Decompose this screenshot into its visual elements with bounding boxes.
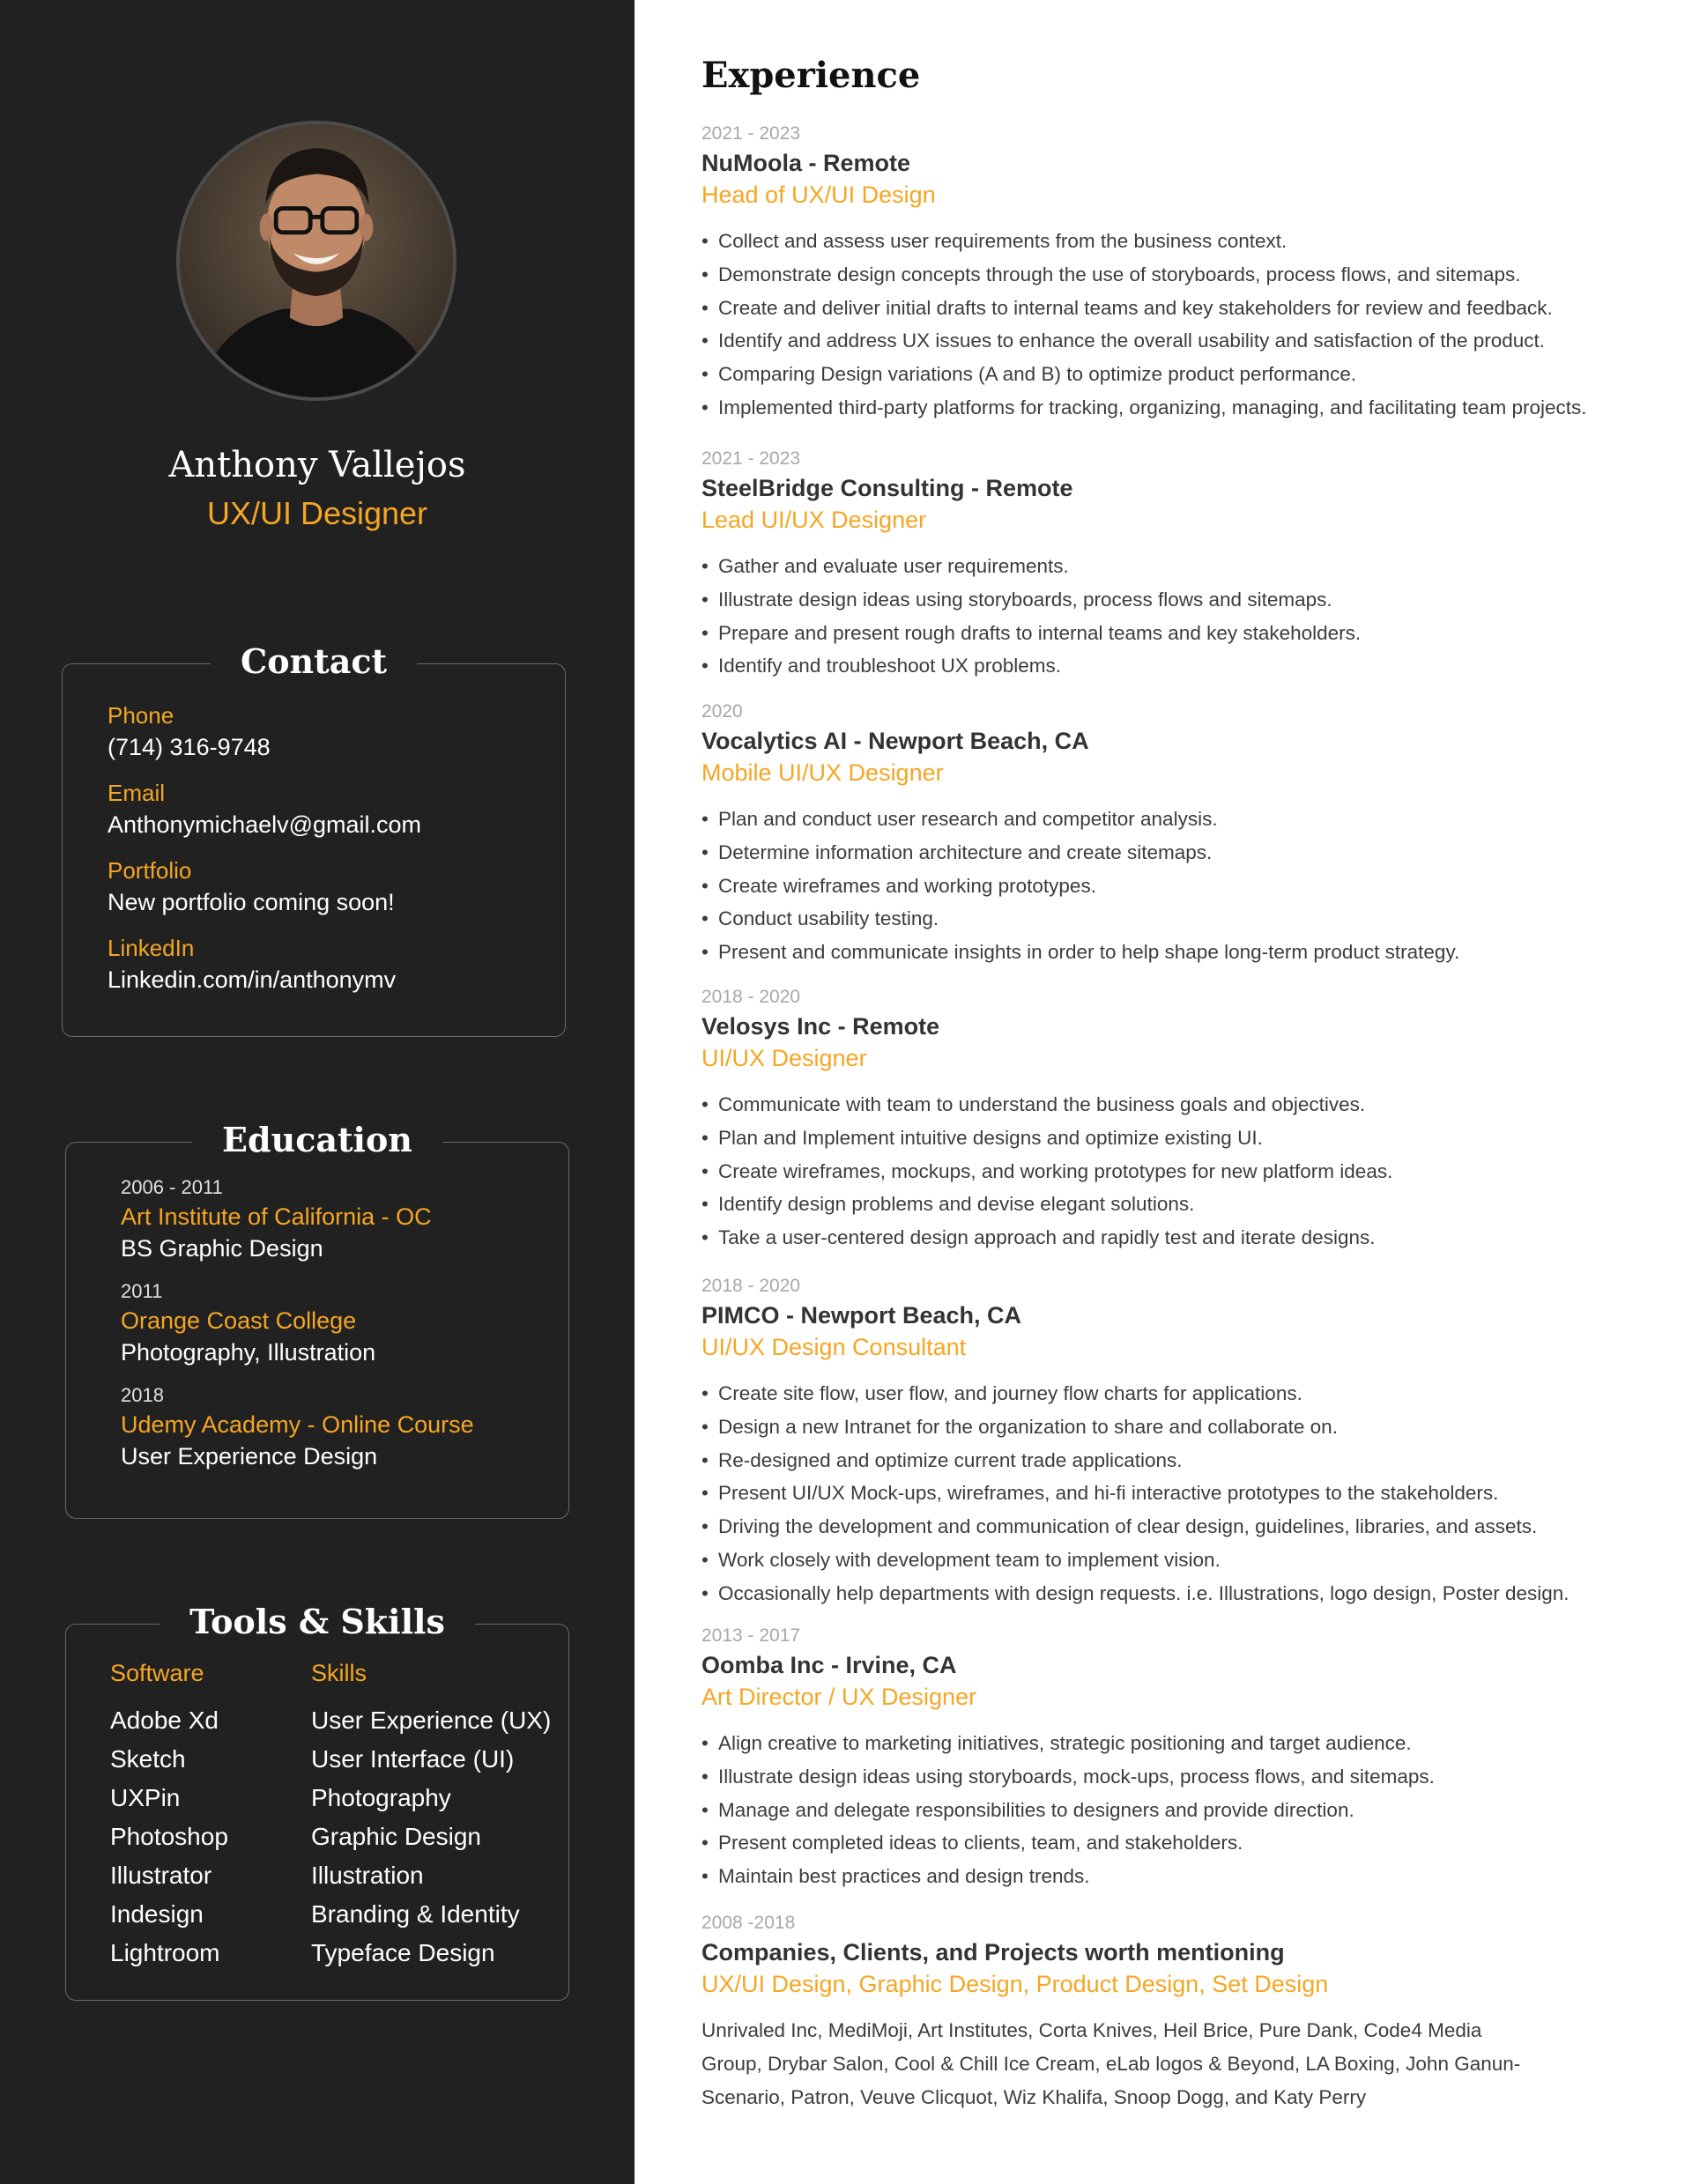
job-bullet: • Plan and Implement intuitive designs and optimize existing UI. [701,1122,1653,1155]
phone-value[interactable]: (714) 316-9748 [108,734,271,760]
job-bullet: • Prepare and present rough drafts to internal teams and key stakeholders. [701,617,1653,650]
job-entry-numoola [701,121,1653,425]
job-bullet: • Demonstrate design concepts through the use of storyboards, process flows, and sitemaps. [701,258,1653,292]
contact-label: Email [108,780,166,806]
skills-column [311,1657,551,1973]
education-school: Art Institute of California - OC [121,1203,432,1230]
email-value[interactable]: Anthonymichaelv@gmail.com [108,811,422,838]
contact-item-portfolio [108,855,421,932]
education-section [65,1120,569,1519]
contact-heading: Contact [211,634,417,689]
education-degree: Photography, Illustration [121,1339,376,1366]
job-bullet: • Work closely with development team to implement vision. [701,1544,1653,1577]
education-degree: BS Graphic Design [121,1235,323,1262]
job-bullet: • Design a new Intranet for the organization to share and collaborate on. [701,1410,1653,1444]
job-role: Art Director / UX Designer [701,1684,977,1710]
job-company: Vocalytics AI - Newport Beach, CA [701,728,1089,754]
job-bullet: • Occasionally help departments with design requests. i.e. Illustrations, logo design, Poster design. [701,1577,1653,1610]
job-entry-pimco [701,1273,1653,1610]
education-item [121,1174,474,1278]
job-company: Oomba Inc - Irvine, CA [701,1652,957,1678]
job-company: PIMCO - Newport Beach, CA [701,1302,1022,1329]
software-column [110,1657,228,1973]
education-years: 2011 [121,1280,163,1302]
job-bullet: • Conduct usability testing. [701,902,1653,936]
skills-heading: Skills [311,1660,367,1686]
job-bullet: • Driving the development and communication of clear design, guidelines, libraries, and assets. [701,1510,1653,1544]
person-name: Anthony Vallejos [168,445,466,485]
skill-item: User Experience (UX) [311,1706,552,1734]
job-bullet: • Identify design problems and devise elegant solutions. [701,1188,1653,1221]
job-bullet: • Identify and address UX issues to enhance the overall usability and satisfaction of the product. [701,324,1653,358]
education-years: 2006 - 2011 [121,1176,223,1198]
skill-item: Graphic Design [311,1823,481,1850]
contact-section [62,641,566,1037]
contact-item-email [108,777,421,855]
job-bullet: • Gather and evaluate user requirements. [701,550,1653,583]
skill-item: User Interface (UI) [311,1745,515,1773]
contact-label: LinkedIn [108,935,195,961]
skill-item: Branding & Identity [311,1900,520,1928]
contact-label: Portfolio [108,857,192,884]
software-item: Lightroom [110,1939,220,1966]
job-bullet: • Maintain best practices and design trends. [701,1860,1653,1893]
job-company: Velosys Inc - Remote [701,1013,940,1040]
job-bullet: • Identify and troubleshoot UX problems. [701,649,1653,683]
job-bullets [701,225,1653,425]
mentions-text: Unrivaled Inc, MediMoji, Art Institutes, Corta Knives, Heil Brice, Pure Dank, Code4 Media Group, Drybar Salon, Cool & Chill Ice Cream, eLab logos & Beyond, LA Boxing, John Ganun-Scenario, Patron, Veuve Clicquot, Wiz Khalifa, Snoop Dogg, and Katy Perry [701,2019,1521,2108]
tools-heading: Tools & Skills [160,1595,475,1649]
skill-item: Illustration [311,1862,424,1889]
education-heading: Education [192,1113,442,1167]
job-years: 2013 - 2017 [701,1625,801,1646]
job-years: 2018 - 2020 [701,1276,801,1296]
job-bullet: • Take a user-centered design approach and rapidly test and iterate designs. [701,1221,1653,1255]
job-role: UI/UX Designer [701,1045,867,1071]
software-item: Photoshop [110,1823,228,1850]
job-bullet: • Implemented third-party platforms for tracking, organizing, managing, and facilitating team projects. [701,391,1653,425]
job-bullet: • Determine information architecture and create sitemaps. [701,836,1653,870]
job-bullet: • Collect and assess user requirements from the business context. [701,225,1653,258]
software-item: UXPin [110,1784,181,1811]
job-bullets [701,1377,1653,1610]
tools-skills-section [65,1602,569,2001]
sidebar [0,0,634,2184]
job-bullet: • Illustrate design ideas using storyboards, process flows and sitemaps. [701,583,1653,617]
job-bullet: • Present and communicate insights in order to help shape long-term product strategy. [701,936,1653,969]
contact-list [108,700,421,1010]
software-heading: Software [110,1660,204,1686]
job-bullet: • Present completed ideas to clients, team, and stakeholders. [701,1826,1653,1860]
education-school: Udemy Academy - Online Course [121,1411,474,1438]
job-role: Mobile UI/UX Designer [701,759,944,786]
contact-item-phone [108,700,421,777]
skill-item: Photography [311,1784,451,1811]
job-bullets [701,1727,1653,1893]
job-bullet: • Comparing Design variations (A and B) to optimize product performance. [701,358,1653,391]
job-bullet: • Create wireframes, mockups, and working prototypes for new platform ideas. [701,1155,1653,1188]
job-bullets [701,1088,1653,1255]
software-item: Indesign [110,1900,204,1928]
skill-item: Typeface Design [311,1939,495,1966]
job-role: Lead UI/UX Designer [701,507,927,533]
job-entry-velosys [701,984,1653,1255]
mentions-title: Companies, Clients, and Projects worth mentioning [701,1939,1285,1966]
job-bullet: • Plan and conduct user research and competitor analysis. [701,803,1653,836]
mentions-years: 2008 -2018 [701,1913,796,1933]
profile-photo [176,121,456,401]
portfolio-value: New portfolio coming soon! [108,889,395,915]
job-years: 2018 - 2020 [701,987,801,1007]
job-years: 2020 [701,701,743,722]
job-bullet: • Communicate with team to understand the business goals and objectives. [701,1088,1653,1122]
education-item [121,1382,474,1486]
contact-item-linkedin [108,932,421,1010]
software-item: Illustrator [110,1862,212,1889]
job-bullet: • Present UI/UX Mock-ups, wireframes, and hi-fi interactive prototypes to the stakeholders. [701,1477,1653,1510]
education-list [121,1174,474,1486]
contact-label: Phone [108,702,174,729]
job-role: UI/UX Design Consultant [701,1334,967,1360]
job-bullet: • Create wireframes and working prototypes. [701,870,1653,903]
education-item [121,1278,474,1382]
software-item: Adobe Xd [110,1706,219,1734]
job-bullets [701,803,1653,969]
job-entry-vocalytics [701,699,1653,969]
mentions-entry [701,1910,1653,2114]
education-years: 2018 [121,1384,164,1406]
job-bullet: • Re-designed and optimize current trade applications. [701,1444,1653,1477]
experience-heading: Experience [701,55,921,96]
job-bullet: • Create site flow, user flow, and journey flow charts for applications. [701,1377,1653,1410]
education-school: Orange Coast College [121,1307,357,1334]
education-degree: User Experience Design [121,1443,378,1470]
job-entry-steelbridge [701,446,1653,683]
job-years: 2021 - 2023 [701,448,801,469]
job-bullet: • Create and deliver initial drafts to internal teams and key stakeholders for review and feedback. [701,292,1653,325]
person-title: UX/UI Designer [206,495,428,531]
job-entry-oomba [701,1623,1653,1893]
job-bullet: • Illustrate design ideas using storyboards, mock-ups, process flows, and sitemaps. [701,1760,1653,1794]
job-bullet: • Manage and delegate responsibilities to designers and provide direction. [701,1794,1653,1827]
job-years: 2021 - 2023 [701,123,801,144]
mentions-role: UX/UI Design, Graphic Design, Product Design, Set Design [701,1971,1329,1997]
job-bullet: • Align creative to marketing initiatives, strategic positioning and target audience. [701,1727,1653,1760]
job-company: SteelBridge Consulting - Remote [701,475,1073,501]
job-bullets [701,550,1653,683]
linkedin-value[interactable]: Linkedin.com/in/anthonymv [108,966,397,993]
job-company: NuMoola - Remote [701,150,911,176]
software-item: Sketch [110,1745,186,1773]
job-role: Head of UX/UI Design [701,181,936,208]
